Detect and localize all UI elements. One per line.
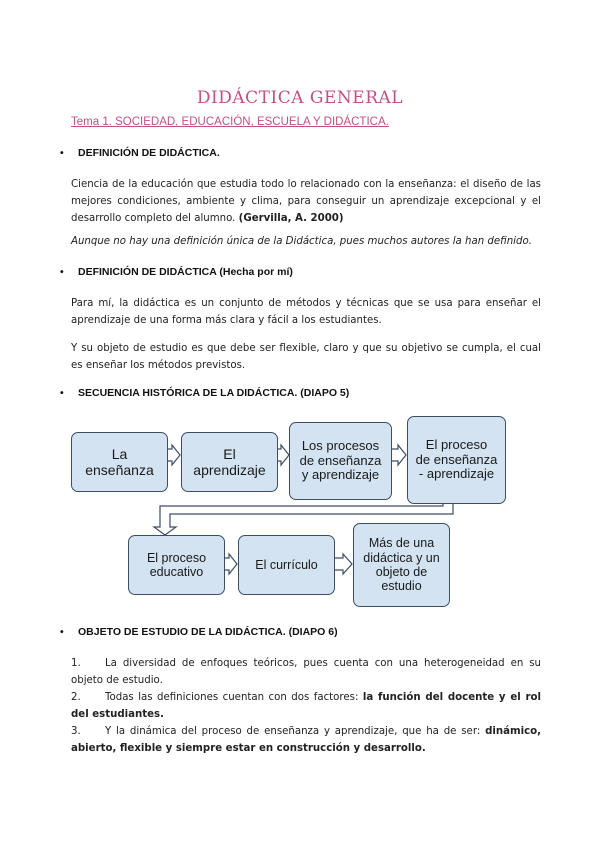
box-line: y aprendizaje [301,467,380,483]
section-heading-secuencia [60,387,349,399]
document-title: DIDÁCTICA GENERAL [196,88,404,108]
box-line: - aprendizaje [418,466,495,482]
box-line: aprendizaje [193,462,266,478]
box-line: El proceso [146,550,207,565]
diagram-box-curriculo [238,535,335,595]
diagram-box-el-aprendizaje [181,432,278,492]
topic-subtitle: Tema 1. SOCIEDAD, EDUCACIÓN, ESCUELA Y DIDÁCTICA. [71,116,389,128]
list-text: La diversidad de enfoques teóricos, pues cuenta con una heterogeneidad en su objeto de estudio. [71,658,541,686]
box-line: Los procesos [301,437,380,453]
box-line: enseñanza [85,462,154,478]
box-line: estudio [381,579,422,594]
section-heading-objeto [60,626,338,638]
bullet-icon: • [60,387,64,399]
arrow-icon [223,554,237,574]
section-heading-text: DEFINICIÓN DE DIDÁCTICA. [78,147,220,159]
section-heading-text: OBJETO DE ESTUDIO DE LA DIDÁCTICA. (DIAPO 6) [78,626,338,638]
diagram-box-proceso-ensenanza-aprendizaje [407,416,506,504]
diagram-box-proceso-educativo [128,535,225,595]
list-number: 1. [71,658,81,669]
box-line: objeto de [375,565,428,579]
list-number: 2. [71,692,81,703]
study-object-paragraph: Y su objeto de estudio es que debe ser flexible, claro y que su objetivo se cumpla, el cual es enseñar los métodos previstos. [71,343,541,371]
arrow-icon [166,445,180,465]
diagram-box-procesos [289,422,392,500]
box-line: El currículo [255,557,318,572]
section-heading-definicion-propia [60,266,293,278]
section-heading-text: DEFINICIÓN DE DIDÁCTICA (Hecha por mí) [78,266,293,278]
box-line: Más de una [368,536,435,551]
box-line: educativo [149,565,204,579]
list-text: Todas las definiciones cuentan con dos factores: [105,692,363,703]
diagram-box-mas-de-una-didactica [353,523,450,607]
arrow-icon [333,554,352,574]
box-line: El proceso [425,436,488,452]
bullet-icon: • [60,266,64,278]
bullet-icon: • [60,147,64,159]
list-bold-text: dinámico, abierto, flexible y siempre estar en construcción y desarrollo. [71,726,541,754]
arrow-icon [390,445,406,465]
definition-text: Ciencia de la educación que estudia todo lo relacionado con la enseñanza: el diseño de las mejores condiciones, ambiente y clima, para conseguir un aprendizaje excepcional y el desarrollo completo del alumno. [71,179,541,224]
list-number: 3. [71,726,81,737]
box-line: didáctica y un [363,550,440,565]
box-line: de enseñanza [415,451,498,467]
own-definition-paragraph: Para mí, la didáctica es un conjunto de métodos y técnicas que se usa para enseñar el aprendizaje de una forma más clara y fácil a los estudiantes. [71,298,541,326]
note-paragraph [71,233,541,250]
definition-paragraph [71,176,541,227]
section-heading-text: SECUENCIA HISTÓRICA DE LA DIDÁCTICA. (DIAPO 5) [78,387,350,399]
section-heading-definicion [60,147,220,159]
list-item [71,655,541,689]
list-bold-text: la función del docente y el rol del estudiantes. [71,692,542,720]
note-text: Aunque no hay una definición única de la Didáctica, pues muchos autores la han definido. [71,236,532,247]
list-text: Y la dinámica del proceso de enseñanza y aprendizaje, que ha de ser: [105,726,486,737]
bullet-icon: • [60,626,64,638]
citation: (Gervilla, A. 2000) [238,213,344,224]
box-line: de enseñanza [299,452,382,468]
diagram-box-la-ensenanza [71,432,168,492]
list-item [71,689,541,723]
box-line: El [223,445,236,462]
list-item [71,723,541,757]
box-line: La [111,445,128,462]
